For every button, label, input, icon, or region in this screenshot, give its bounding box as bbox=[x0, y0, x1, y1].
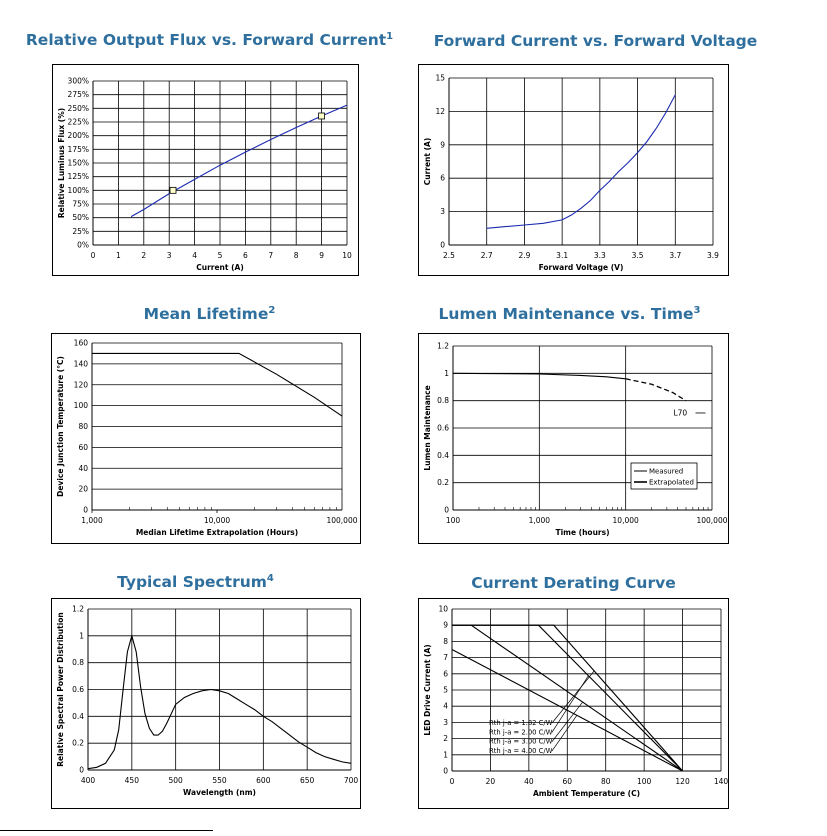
y-tick-label: 40 bbox=[78, 463, 88, 473]
y-tick-label: 125% bbox=[67, 172, 89, 182]
x-tick-label: 2.9 bbox=[518, 251, 531, 260]
x-tick-label: 400 bbox=[80, 776, 96, 785]
y-tick-label: 0.2 bbox=[437, 478, 449, 488]
x-tick-label: 9 bbox=[319, 251, 324, 260]
x-axis-label: Time (hours) bbox=[555, 528, 610, 537]
x-tick-label: 20 bbox=[485, 777, 496, 786]
y-axis-label: Current (A) bbox=[423, 137, 432, 186]
y-tick-label: 8 bbox=[443, 636, 448, 646]
y-tick-label: 150% bbox=[67, 158, 89, 168]
y-tick-label: 2 bbox=[443, 734, 448, 744]
chart2-frame bbox=[418, 64, 729, 276]
chart2-svg bbox=[419, 65, 730, 277]
x-tick-label: 120 bbox=[675, 777, 690, 786]
y-tick-label: 175% bbox=[67, 144, 89, 154]
series-line-0 bbox=[487, 95, 676, 229]
y-tick-label: 1.2 bbox=[72, 604, 84, 614]
x-tick-label: 450 bbox=[124, 776, 139, 785]
series-leader-3 bbox=[552, 715, 577, 751]
y-tick-label: 0.4 bbox=[72, 711, 84, 721]
x-tick-label: 4 bbox=[192, 251, 197, 260]
series-label-1: Rth j-a = 2.00 C/W bbox=[489, 728, 553, 737]
x-axis-label: Current (A) bbox=[196, 263, 244, 272]
x-tick-label: 3.9 bbox=[707, 251, 719, 260]
y-tick-label: 300% bbox=[67, 76, 89, 86]
y-tick-label: 5 bbox=[443, 685, 448, 695]
y-tick-label: 0.6 bbox=[437, 423, 449, 433]
y-tick-label: 140 bbox=[73, 359, 88, 369]
x-tick-label: 80 bbox=[600, 777, 611, 786]
x-tick-label: 700 bbox=[343, 776, 359, 785]
y-tick-label: 10 bbox=[438, 604, 448, 614]
y-tick-label: 3 bbox=[443, 717, 448, 727]
chart2-title: Forward Current vs. Forward Voltage bbox=[433, 32, 758, 50]
footnote-rule bbox=[0, 830, 213, 831]
x-tick-label: 2.7 bbox=[480, 251, 493, 260]
y-axis-label: Device Junction Temperature (°C) bbox=[56, 356, 65, 497]
x-tick-label: 1 bbox=[116, 251, 121, 260]
data-marker-0 bbox=[170, 187, 176, 193]
chart5-title: Typical Spectrum$^4$ bbox=[117, 573, 274, 592]
x-tick-label: 10,000 bbox=[612, 516, 639, 525]
y-tick-label: 15 bbox=[435, 73, 445, 83]
x-tick-label: 5 bbox=[217, 251, 223, 260]
y-tick-label: 0 bbox=[443, 766, 448, 776]
chart6-title: Current Derating Curve bbox=[471, 574, 676, 592]
y-tick-label: 20 bbox=[78, 484, 88, 494]
y-tick-label: 6 bbox=[440, 173, 445, 183]
y-axis-label: LED Drive Current (A) bbox=[423, 644, 432, 736]
y-axis-label: Lumen Maintenance bbox=[423, 385, 432, 471]
annotation-label: L70 bbox=[673, 408, 688, 418]
y-tick-label: 0% bbox=[77, 240, 89, 250]
x-tick-label: 0 bbox=[90, 251, 96, 260]
chart4-frame bbox=[418, 333, 729, 544]
y-tick-label: 250% bbox=[67, 103, 89, 113]
x-tick-label: 3.7 bbox=[669, 251, 682, 260]
y-tick-label: 0 bbox=[440, 240, 445, 250]
legend-label-1: Extrapolated bbox=[649, 478, 694, 487]
y-tick-label: 100 bbox=[73, 401, 88, 411]
y-tick-label: 80 bbox=[78, 422, 88, 431]
x-tick-label: 100 bbox=[636, 777, 652, 786]
y-tick-label: 0.6 bbox=[72, 685, 84, 694]
y-tick-label: 225% bbox=[67, 117, 89, 127]
y-tick-label: 75% bbox=[72, 199, 89, 209]
y-tick-label: 0 bbox=[83, 505, 88, 515]
y-tick-label: 7 bbox=[443, 653, 448, 663]
y-tick-label: 50% bbox=[72, 213, 89, 223]
x-tick-label: 100,000 bbox=[326, 516, 358, 525]
x-tick-label: 6 bbox=[243, 251, 248, 260]
x-tick-label: 10,000 bbox=[203, 516, 231, 525]
series-label-2: Rth j-a = 3.00 C/W bbox=[489, 737, 553, 746]
x-tick-label: 3.5 bbox=[631, 251, 644, 260]
y-tick-label: 275% bbox=[67, 90, 89, 100]
y-tick-label: 1 bbox=[444, 368, 449, 378]
series-label-0: Rth j-a = 1.82 C/W bbox=[489, 719, 553, 727]
x-tick-label: 140 bbox=[713, 777, 729, 786]
y-tick-label: 0.4 bbox=[437, 450, 449, 460]
x-tick-label: 3 bbox=[166, 251, 172, 260]
x-axis-label: Wavelength (nm) bbox=[183, 788, 256, 797]
chart6-frame bbox=[418, 598, 729, 809]
y-tick-label: 0.8 bbox=[72, 658, 84, 668]
x-tick-label: 1,000 bbox=[81, 516, 103, 525]
y-axis-label: Relative Spectral Power Distribution bbox=[56, 612, 65, 767]
series-line-1 bbox=[626, 379, 686, 401]
chart5-frame bbox=[51, 598, 361, 809]
y-tick-label: 6 bbox=[443, 669, 448, 679]
x-tick-label: 10 bbox=[342, 251, 352, 260]
x-tick-label: 600 bbox=[256, 776, 271, 785]
y-tick-label: 9 bbox=[440, 140, 445, 150]
x-tick-label: 2.5 bbox=[443, 251, 455, 260]
y-tick-label: 120 bbox=[73, 380, 88, 390]
y-tick-label: 0.2 bbox=[72, 738, 84, 748]
x-tick-label: 550 bbox=[212, 776, 227, 785]
chart4-title: Lumen Maintenance vs. Time$^3$ bbox=[438, 305, 701, 324]
legend-label-0: Measured bbox=[649, 467, 684, 476]
x-tick-label: 3.1 bbox=[556, 251, 569, 260]
y-tick-label: 12 bbox=[435, 106, 445, 116]
y-tick-label: 0.8 bbox=[437, 396, 449, 406]
chart3-title: Mean Lifetime$^2$ bbox=[143, 305, 276, 324]
chart5-svg bbox=[52, 599, 362, 810]
x-tick-label: 100 bbox=[445, 516, 461, 525]
y-tick-label: 9 bbox=[443, 620, 448, 630]
x-tick-label: 40 bbox=[524, 777, 534, 786]
y-tick-label: 1.2 bbox=[437, 341, 449, 351]
chart3-frame bbox=[51, 333, 361, 544]
x-tick-label: 0 bbox=[449, 777, 455, 786]
chart6-svg bbox=[419, 599, 730, 810]
y-tick-label: 1 bbox=[443, 750, 448, 760]
y-tick-label: 25% bbox=[72, 226, 89, 236]
y-tick-label: 60 bbox=[78, 442, 88, 452]
series-leader-0 bbox=[552, 671, 594, 723]
y-tick-label: 3 bbox=[440, 207, 445, 217]
y-tick-label: 100% bbox=[67, 185, 89, 195]
data-marker-1 bbox=[319, 113, 325, 119]
x-tick-label: 60 bbox=[562, 777, 573, 786]
x-axis-label: Ambient Temperature (C) bbox=[532, 789, 641, 798]
x-tick-label: 7 bbox=[268, 251, 274, 260]
y-tick-label: 0 bbox=[79, 765, 84, 775]
y-axis-label: Relative Luminus Flux (%) bbox=[57, 107, 66, 219]
series-label-3: Rth j-a = 4.00 C/W bbox=[489, 746, 553, 755]
y-tick-label: 160 bbox=[73, 338, 88, 348]
x-tick-label: 2 bbox=[141, 251, 147, 260]
chart4-svg bbox=[419, 334, 730, 545]
chart1-frame bbox=[52, 64, 359, 276]
x-tick-label: 500 bbox=[168, 776, 183, 785]
x-tick-label: 650 bbox=[300, 776, 315, 785]
chart1-svg bbox=[53, 65, 360, 277]
x-axis-label: Median Lifetime Extrapolation (Hours) bbox=[135, 528, 299, 537]
y-tick-label: 0 bbox=[444, 505, 449, 515]
y-tick-label: 200% bbox=[67, 131, 89, 141]
chart1-title: Relative Output Flux vs. Forward Current$^1$ bbox=[25, 31, 394, 50]
chart3-svg bbox=[52, 334, 362, 545]
x-tick-label: 8 bbox=[293, 251, 299, 260]
x-tick-label: 3.3 bbox=[593, 251, 606, 260]
y-tick-label: 4 bbox=[443, 701, 448, 711]
y-tick-label: 1 bbox=[79, 631, 84, 641]
x-tick-label: 100,000 bbox=[696, 516, 728, 525]
x-tick-label: 1,000 bbox=[528, 516, 551, 525]
x-axis-label: Forward Voltage (V) bbox=[538, 263, 624, 272]
